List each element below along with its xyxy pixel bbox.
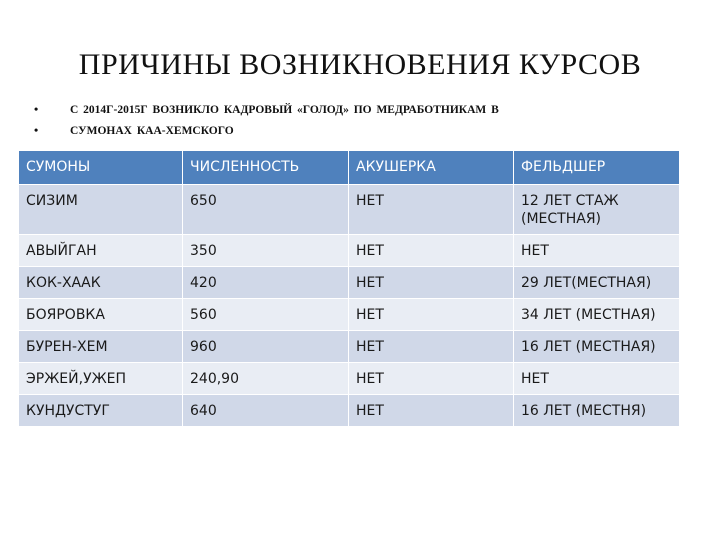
column-header-midwife: АКУШЕРКА xyxy=(349,151,514,185)
cell-paramedic: 29 ЛЕТ(МЕСТНАЯ) xyxy=(514,267,680,299)
cell-paramedic: 16 ЛЕТ (МЕСТНАЯ) xyxy=(514,331,680,363)
column-header-paramedic: ФЕЛЬДШЕР xyxy=(514,151,680,185)
cell-midwife: НЕТ xyxy=(349,331,514,363)
table-row xyxy=(19,185,680,235)
cell-sumon: ЭРЖЕЙ,УЖЕП xyxy=(19,363,183,395)
column-header-population: ЧИСЛЕННОСТЬ xyxy=(183,151,349,185)
cell-midwife: НЕТ xyxy=(349,267,514,299)
cell-population: 420 xyxy=(183,267,349,299)
cell-population: 240,90 xyxy=(183,363,349,395)
table-row xyxy=(19,331,680,363)
staffing-table xyxy=(18,150,680,427)
column-header-sumony: СУМОНЫ xyxy=(19,151,183,185)
bullet-dot-icon: • xyxy=(34,123,39,137)
cell-sumon: СИЗИМ xyxy=(19,185,183,235)
cell-population: 640 xyxy=(183,395,349,427)
cell-population: 960 xyxy=(183,331,349,363)
cell-sumon: АВЫЙГАН xyxy=(19,235,183,267)
cell-midwife: НЕТ xyxy=(349,235,514,267)
cell-midwife: НЕТ xyxy=(349,363,514,395)
bullet-item xyxy=(34,120,684,141)
cell-paramedic: НЕТ xyxy=(514,363,680,395)
cell-midwife: НЕТ xyxy=(349,395,514,427)
bullet-list xyxy=(34,99,684,141)
table-row xyxy=(19,299,680,331)
table-row xyxy=(19,395,680,427)
table-row xyxy=(19,267,680,299)
cell-paramedic: 12 ЛЕТ СТАЖ (МЕСТНАЯ) xyxy=(514,185,680,235)
cell-paramedic: 34 ЛЕТ (МЕСТНАЯ) xyxy=(514,299,680,331)
bullet-dot-icon: • xyxy=(34,102,39,116)
table-header-row xyxy=(19,151,680,185)
cell-sumon: БУРЕН-ХЕМ xyxy=(19,331,183,363)
cell-paramedic: 16 ЛЕТ (МЕСТНЯ) xyxy=(514,395,680,427)
cell-sumon: КУНДУСТУГ xyxy=(19,395,183,427)
cell-population: 350 xyxy=(183,235,349,267)
slide-title: ПРИЧИНЫ ВОЗНИКНОВЕНИЯ КУРСОВ xyxy=(78,48,642,81)
bullet-text: С 2014Г-2015Г ВОЗНИКЛО КАДРОВЫЙ «ГОЛОД» ПО МЕДРАБОТНИКАМ В xyxy=(70,104,499,116)
table-row xyxy=(19,235,680,267)
bullet-text: СУМОНАХ КАА-ХЕМСКОГО xyxy=(70,125,234,137)
cell-midwife: НЕТ xyxy=(349,185,514,235)
cell-midwife: НЕТ xyxy=(349,299,514,331)
cell-population: 560 xyxy=(183,299,349,331)
cell-paramedic: НЕТ xyxy=(514,235,680,267)
cell-sumon: БОЯРОВКА xyxy=(19,299,183,331)
bullet-item xyxy=(34,99,684,120)
cell-sumon: КОК-ХААК xyxy=(19,267,183,299)
cell-population: 650 xyxy=(183,185,349,235)
table-row xyxy=(19,363,680,395)
